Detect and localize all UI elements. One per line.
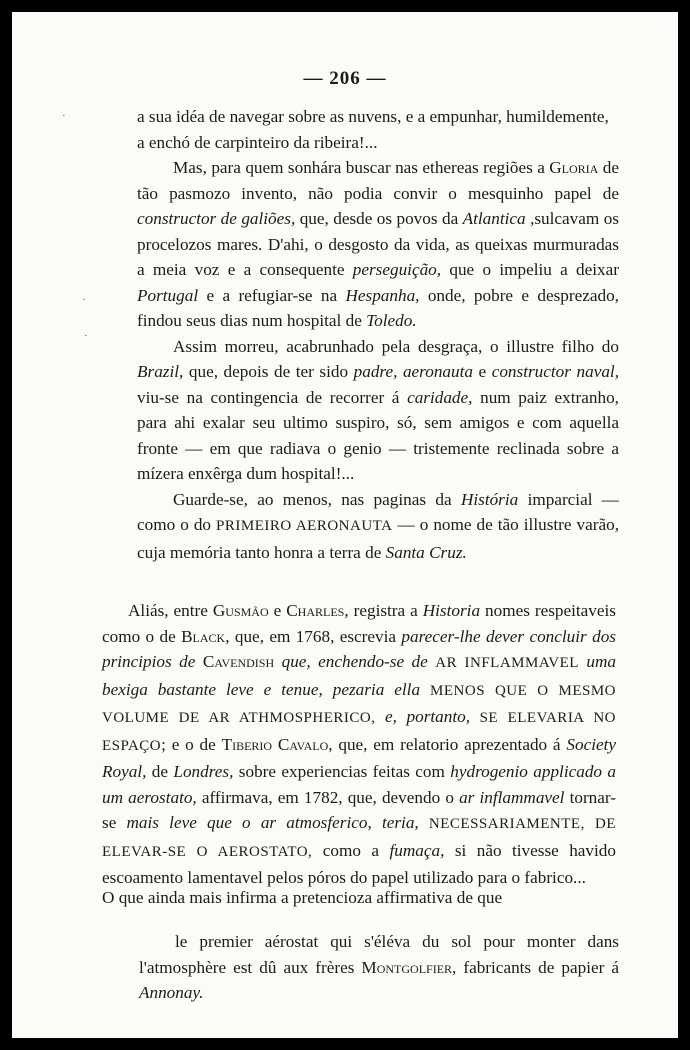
italic-text: hydrogenio applicado a um aerostato, bbox=[102, 762, 616, 807]
small-caps-name: Gloria bbox=[549, 158, 599, 177]
small-caps-phrase: MENOS QUE O MESMO VOLUME DE AR ATHMOSPHERICO, bbox=[102, 682, 616, 726]
small-caps-name: Charles bbox=[286, 601, 345, 620]
margin-mark: · bbox=[84, 330, 88, 342]
italic-text: constructor naval, bbox=[491, 362, 619, 381]
italic-text: ar inflammavel bbox=[459, 787, 565, 807]
quote-paragraph-2: Mas, para quem sonhára buscar nas ethereas regiões a Gloria de tão pasmozo invento, não podia convir o mesquinho papel de constructor de galiões, que, desde os povos da Atlantica ,sulcavam os procelozos mares. D'ahi, o desgosto da vida, as queixas murmuradas a meia voz e a consequente perseguição, que o impeliu a deixar Portugal e a refugiar-se na Hespanha, onde, pobre e desprezado, findou seus dias num hospital de Toledo. bbox=[137, 158, 619, 330]
quote-paragraph-3: Assim morreu, acabrunhado pela desgraça, o illustre filho do Brazil, que, depois de ter sido padre, aeronauta e constructor naval, viu-se na contingencia de recorrer á caridade, num paiz extranho, para ahi exalar seu ultimo suspiro, só, sem amigos e com aquella fronte — em que radiava o genio — tristemente reclinada sobre a mízera enxêrga dum hospital!... bbox=[137, 336, 619, 483]
italic-text: padre, aeronauta bbox=[353, 362, 473, 381]
intro-line: O que ainda mais infirma a pretencioza affirmativa de que bbox=[102, 888, 503, 907]
italic-text: Toledo. bbox=[366, 311, 417, 330]
italic-text: que, enchendo-se de bbox=[274, 652, 436, 671]
french-quote-text: le premier aérostat qui s'éléva du sol pour monter dans l'atmosphère est dû aux frères Montgolfier, fabricants de papier á Annonay. bbox=[139, 932, 619, 1002]
italic-text: uma bexiga bastante leve e tenue, pezaria ella bbox=[102, 652, 616, 699]
page-number: — 206 — bbox=[303, 68, 387, 89]
small-caps-phrase: PRIMEIRO AERONAUTA bbox=[216, 518, 393, 534]
italic-text: caridade, bbox=[407, 387, 473, 407]
italic-text: Brazil, bbox=[137, 362, 184, 381]
block-quote bbox=[137, 104, 619, 565]
body-paragraph-1: Aliás, entre Gusmão e Charles, registra a Historia nomes respeitaveis como o de Black, que, em 1768, escrevia parecer-lhe dever concluir dos principios de Cavendish que, enchendo-se de AR INFLAMMAVEL uma bexiga bastante leve e tenue, pezaria ella MENOS QUE O MESMO VOLUME DE AR ATHMOSPHERICO, e, portanto, SE ELEVARIA NO ESPAÇO; e o de Tiberio Cavalo, que, em relatorio aprezentado á Society Royal, de Londres, sobre experiencias feitas com hydrogenio applicado a um aerostato, affirmava, em 1782, que, devendo o ar inflammavel tornar-se mais leve que o ar atmosferico, teria, NECESSARIAMENTE, DE ELEVAR-SE O AEROSTATO, como a fumaça, si não tivesse havido escoamento lamentavel pelos póros do papel utilizado para o fabrico... bbox=[102, 601, 617, 887]
italic-text: Londres, bbox=[173, 762, 234, 781]
quote-paragraph-1: a sua idéa de navegar sobre as nuvens, e a empunhar, humildemente, a enchó de carpinteiro da ribeira!... bbox=[137, 107, 609, 152]
italic-text: Society Royal, bbox=[102, 734, 616, 781]
main-text bbox=[102, 598, 616, 891]
italic-text: perseguição, bbox=[352, 260, 442, 279]
book-page bbox=[12, 12, 678, 1038]
italic-text: e, portanto, bbox=[375, 707, 480, 726]
italic-text: fumaça, bbox=[389, 840, 445, 860]
margin-mark: · bbox=[82, 294, 86, 306]
small-caps-name: Tiberio Cavalo bbox=[221, 734, 329, 754]
french-quote bbox=[139, 929, 619, 1006]
quote-paragraph-4: Guarde-se, ao menos, nas paginas da História imparcial — como o do PRIMEIRO AERONAUTA — o nome de tão illustre varão, cuja memória tanto honra a terra de Santa Cruz. bbox=[137, 489, 620, 562]
italic-text: História bbox=[460, 489, 519, 509]
small-caps-name: Montgolfier bbox=[361, 957, 453, 977]
small-caps-phrase: SE ELEVARIA NO ESPAÇO bbox=[102, 710, 616, 754]
small-caps-name: Gusmão bbox=[212, 601, 269, 620]
italic-text: Santa Cruz. bbox=[385, 542, 467, 562]
margin-mark: · bbox=[62, 110, 66, 122]
small-caps-name: Cavendish bbox=[202, 652, 275, 671]
italic-text: Atlantica bbox=[462, 209, 526, 228]
italic-text: parecer-lhe dever concluir dos principios de bbox=[102, 626, 616, 671]
italic-text: Historia bbox=[422, 601, 481, 620]
italic-text: constructor de galiões, bbox=[137, 209, 296, 228]
italic-text: mais leve que o ar atmosferico, teria, bbox=[126, 813, 419, 832]
italic-text: Portugal bbox=[137, 285, 199, 305]
small-caps-phrase: AR INFLAMMAVEL bbox=[435, 655, 579, 671]
italic-text: Annonay. bbox=[139, 983, 204, 1002]
small-caps-name: Black bbox=[181, 626, 226, 646]
small-caps-phrase: NECESSARIAMENTE, DE ELEVAR-SE O AEROSTATO, bbox=[102, 816, 616, 860]
italic-text: Hespanha, bbox=[345, 285, 420, 305]
